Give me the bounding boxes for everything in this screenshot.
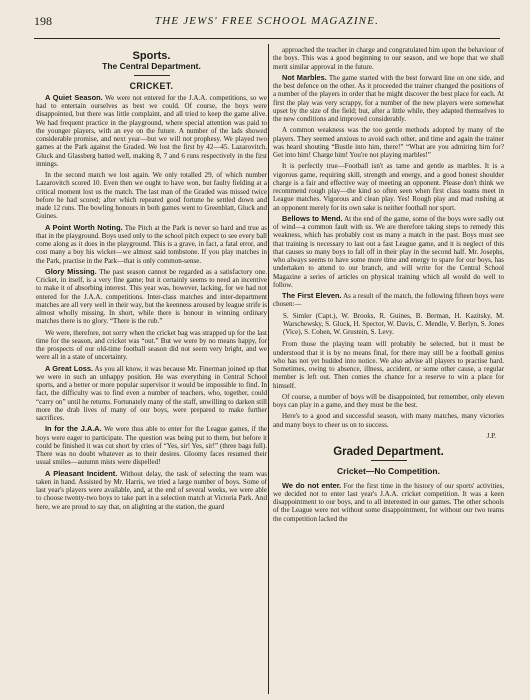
paragraph-text: approached the teacher in charge and congratulated him upon the behaviour of the boys. This was a good beginning to our season, and we hope that we shall merit similar approval in the future. [273, 46, 504, 71]
paragraph [36, 268, 267, 326]
paragraph-text: As a result of the match, the following fifteen boys were chosen:— [273, 292, 504, 309]
section-subtitle-cricket-no-competition: Cricket—No Competition. [337, 466, 440, 477]
paragraph [273, 215, 504, 289]
left-paragraphs [36, 94, 267, 511]
paragraph [273, 126, 504, 159]
paragraph [273, 162, 504, 212]
team-names: S. Simler (Capt.), W. Brooks, R. Guines, B. Berman, H. Kazitsky, M. Warschewsky, S. Gluck, H. Spector, W. Davis, C. Mendle, V. Berlyn, S. Jones (Vice), S. Cohen, W. Grustein, S. Levy. [283, 311, 504, 336]
paragraph-heading: We do not enter. [282, 480, 342, 490]
paragraph-heading: Glory Missing. [45, 266, 97, 276]
paragraph-text: We were, therefore, not sorry when the cricket bag was strapped up for the last time for the season, and cricket was “out.” But we were by no means happy, for the prospects of our old-time football season did not seem very bright, and we were all in a state of uncertainty. [36, 328, 267, 362]
paragraph-text: Of course, a number of boys will be disappointed, but remember, only eleven boys can play in a game, and they must be the best. [273, 392, 504, 409]
running-title: THE JEWS' FREE SCHOOL MAGAZINE. [154, 15, 380, 27]
paragraph-text: At the end of the game, some of the boys were sadly out of wind—a common fault with us. We are therefore taking steps to remedy this weakness, which has probably cost us many a match in the past. Boys must see that training is necessary to last out a fast League game, and it is neglect of this that causes so many boys to fall off in their play in the second half. Mr. Josephs, who always seems to have some more time and energy to spare for our boys, has undertaken to attend to our branch, and will write for the Central School Magazine a series of articles on physical training which all would do well to follow. [273, 214, 505, 289]
paragraph [36, 94, 267, 168]
column-divider [268, 44, 269, 694]
paragraph-text: A common weakness was the too gentle methods adopted by many of the players. They seemed anxious to avoid each other, and time and again the trainer was heard shouting “Bustle into him, there!” “What are you admiring him for? Get into him! Charge him! You're not playing marbles!” [273, 126, 504, 159]
paragraph [36, 365, 267, 423]
paragraph [273, 46, 504, 71]
section-title-graded: Graded Department. [333, 446, 444, 458]
page-number: 198 [34, 14, 52, 28]
paragraph [273, 340, 504, 390]
paragraph-text: Without delay, the task of selecting the team was taken in hand. Assisted by Mr. Harris, we tried a large number of boys. Some of last year's players were available, and, at the end of several weeks, we were able to choose twenty-two boys to take part in a selection match at Victoria Park. And here, we are proud to say that, on alighting at the station, the guard [36, 469, 267, 511]
short-rule [134, 75, 170, 76]
paragraph [36, 171, 267, 221]
right-paragraphs-b [273, 340, 504, 429]
paragraph-heading: The First Eleven. [282, 291, 342, 300]
right-paragraphs-c [273, 482, 504, 523]
paragraph [36, 224, 267, 265]
paragraph-heading: A Quiet Season. [45, 92, 103, 102]
right-paragraphs-a [273, 46, 504, 309]
signature: J.P. [486, 431, 496, 440]
paragraph-heading: A Great Loss. [45, 363, 94, 373]
section-subtitle-central: The Central Department. [102, 61, 201, 72]
left-column [36, 46, 267, 514]
paragraph [273, 74, 504, 124]
paragraph-text: It is perfectly true—Football isn't as tame and gentle as marbles. It is a vigorous game, requiring skill, strength and energy, and a good honest shoulder charge is a fair and effective way of meeting an opponent. Please don't think we recommend rough play—the kind so often seen when first class teams meet in League matches. Vigorous and clean play. Yes! Rough play and mad rushing at an opponent merely for its own sake is neither football nor sport. [273, 162, 504, 212]
section-title-sports: Sports. [132, 50, 171, 62]
paragraph-text: The past season cannot be regarded as a satisfactory one. Cricket, in itself, is a very fine game; but it certainly seems to need an incentive to make it of absorbing interest. This year was, however, lacking, for we had not entered for the J.A.A. competitions. Inter-class matches and inter-department matches are all very well in their way, but the keenness aroused by league strife is almost wholly missing. In short, while there is honour in winning ordinary matches there is no glory. “There is the rub.” [36, 267, 267, 326]
paragraph [273, 482, 504, 523]
page-header [34, 14, 500, 36]
paragraph [273, 292, 504, 309]
paragraph-text: We were not entered for the J.A.A. competitions, so we had to entertain ourselves as best we could. Of course, the boys were disappointed, but there was little complaint, and all tried to keep the game alive. We had frequent practice in the playground, where special attention was paid to the younger players, with an eye on the future. A number of the lads showed considerable promise, and next year—but we will not prophesy. We played two games at the Park against the Graded. We lost the first by 42—45. Lazarovitch, Gluck and Glassberg batted well, making 8, 7 and 6 runs respectively in the first innings. [36, 93, 268, 168]
paragraph-text: In the second match we lost again. We only totalled 29, of which number Lazarovitch scored 10. Even then we ought to have won, but faulty fielding at a critical moment lost us the match. The last man of the Graded was missed twice before he had scored; after which repeated good fortune he settled down and made 12 runs. The bowling honours in both games went to Greenblatt, Gluck and Guines. [36, 171, 267, 221]
paragraph [273, 393, 504, 410]
paragraph-text: We were thus able to enter for the League games, if the boys were eager to participate. The question was being put to them, but before it could be finished it was cut short by cries of “Yes, sir! Yes, sir!” (three bags full). There was no doubt whatever as to their desires. Gloomy faces resumed their usual smiles—autumn mists were dispelled! [36, 425, 267, 467]
paragraph-heading: In for the J.A.A. [45, 424, 102, 434]
paragraph [36, 329, 267, 362]
paragraph-text: For the first time in the history of our sports' activities, we decided not to enter last year's J.A.A. cricket competition. It was a keen disappointment to our boys, and to all interested in our games. The other schools of the League were not without some disappointment, for without our two teams the competition lacked the [273, 481, 504, 523]
paragraph-text: From those the playing team will probably be selected, but it must be understood that it is by no means final, for there may still be a football genius who has not yet budded into notice. We also advise all players to practise hard. Sometimes, owing to absence, illness, accident, or some other cause, a regular member is left out. Then comes the chance for a reserve to win a place for himself. [273, 340, 504, 390]
article-title-cricket: CRICKET. [129, 80, 174, 91]
paragraph-text: Here's to a good and successful season, with many matches, many victories and many boys to cheer us on to success. [273, 412, 504, 429]
paragraph [273, 412, 504, 429]
paragraph [36, 470, 267, 511]
right-column [273, 46, 504, 526]
paragraph-heading: A Pleasant Incident. [45, 468, 118, 478]
short-rule-graded [371, 460, 407, 461]
paragraph-heading: A Point Worth Noting. [45, 222, 123, 232]
paragraph [36, 425, 267, 466]
paragraph-text: The game started with the best forward line on one side, and the best defence on the other. As it proceeded the trainer changed the positions of a number of the players in order that he might discover the best place for each. At first the play was very scrappy, for a number of the new players were somewhat upset by the size of the field; but, after a little while, they adapted themselves to the new conditions and improved considerably. [273, 73, 504, 123]
header-rule [34, 38, 500, 39]
paragraph-heading: Not Marbles. [282, 72, 327, 82]
paragraph-heading: Bellows to Mend. [282, 213, 343, 223]
paragraph-text: As you all know, it was because Mr. Finerman joined up that we were in such an unhappy position. He was everything in Central School sports, and a better or more popular supervisor it would be impossible to find. In fact, the difficulty was to find even a number of teachers, who, together, could “carry on” until he returns. Fortunately many of the staff, unwilling to darken still more the drab lives of many of our boys, were prepared to make further sacrifices. [36, 364, 267, 422]
paragraph-text: The Pitch at the Park is never so hard and true as that in the playground. Boys used only to the school pitch expect to see every ball come along as it does in the playground. This is a grave, in fact, a fatal error, and cost many a boy his wicket—we almost said tombstone. If you play matches in the Park, practise in the Park—that is only common-sense. [36, 223, 267, 265]
